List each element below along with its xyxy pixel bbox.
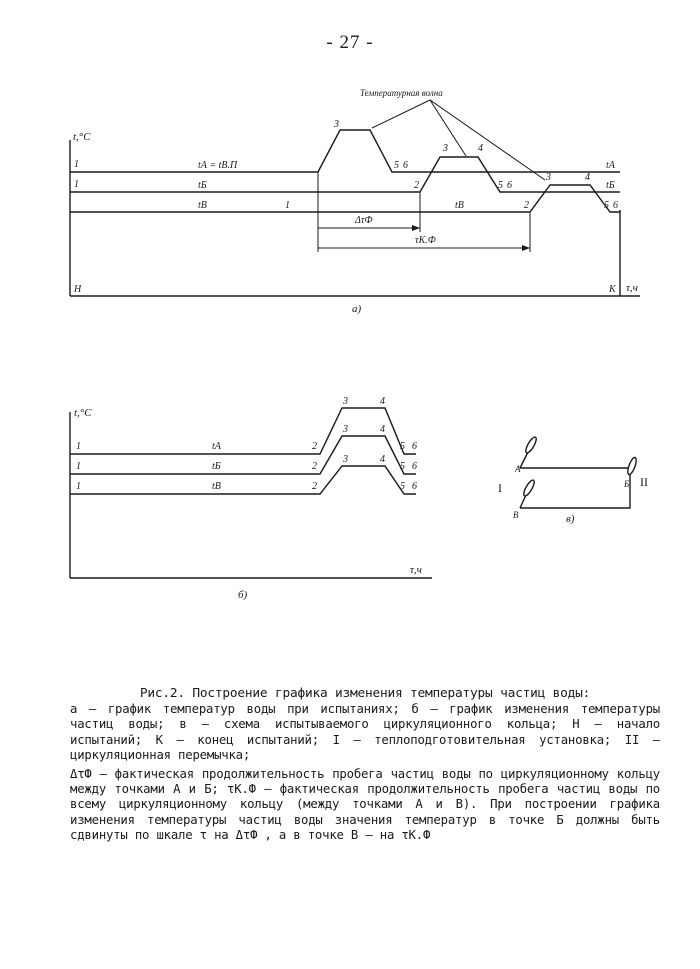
figure-c: [498, 436, 648, 525]
figure-a-point-2b: 2: [414, 180, 419, 191]
figure-a-point-5v: 5: [604, 200, 609, 211]
figure-b-point-5: 5: [400, 441, 405, 452]
figure-b-point-4: 4: [380, 424, 385, 435]
figure-a-end-label-b: tБ: [606, 180, 615, 191]
figure-a-point-5b: 5: [498, 180, 503, 191]
figure-b-line-a: [70, 408, 416, 454]
figure-b-point-5: 5: [400, 461, 405, 472]
figure-c-probe-b: [626, 457, 638, 476]
figure-a-point-3b: 3: [443, 143, 448, 154]
caption-body-2: ΔτФ – фактическая продолжительность пробега частиц воды по циркуляционному кольцу между точками А и Б; τК.Ф – фактическая продолжительность пробега частиц воды по всему циркуляционному кольцу (между точками А и В). При построении графика изменения температуры частиц воды значения температур в точке Б должны быть сдвинуты по шкале τ на ΔτФ , а в точке В – на τК.Ф: [70, 767, 660, 842]
figure-b-point-6: 6: [412, 481, 417, 492]
figure-c-side-2: II: [640, 475, 648, 489]
figure-b-point-1: 1: [76, 461, 81, 472]
figure-a-y-label: t,°C: [73, 131, 91, 143]
figure-c-sublabel: в): [566, 513, 575, 525]
figure-c-node-v: В: [513, 510, 519, 520]
figure-a-point-5a: 5: [394, 160, 399, 171]
figure-c-probe-v: [522, 479, 536, 498]
figure-a-line-label-v: tВ: [198, 200, 207, 211]
figure-c-loop: [520, 468, 630, 508]
figure-b-line-label-v: tВ: [212, 481, 221, 492]
figure-a-point-4v: 4: [585, 172, 590, 183]
figure-c-node-b: Б: [624, 479, 630, 489]
figure-a-end-marker: К: [609, 284, 616, 295]
caption-title: Рис.2. Построение графика изменения температуры частиц воды:: [139, 686, 591, 701]
figure-a-tauk-label: τК.Ф: [415, 235, 436, 246]
page-number: - 27 -: [326, 32, 374, 53]
figure-c-side-1: I: [498, 481, 502, 495]
figure-a-line-label-b: tБ: [198, 180, 207, 191]
figure-b-x-label: τ,ч: [410, 564, 422, 576]
figure-b-point-3: 3: [343, 424, 348, 435]
figure-a-point-1b: 1: [74, 179, 79, 190]
figure-a-end-label-a: tА: [606, 160, 615, 171]
figure-a-line-v: [70, 185, 620, 212]
figure-b-line-label-b: tБ: [212, 461, 221, 472]
figure-caption: [70, 686, 660, 843]
figure-a-line-label-v2: tВ: [455, 200, 464, 211]
figure-a-wave-pointer-2: [430, 100, 466, 156]
figure-a-point-1v: 1: [285, 200, 290, 211]
figure-b-point-6: 6: [412, 441, 417, 452]
figure-a-annotation: Температурная волна: [360, 88, 443, 98]
figure-b-point-1: 1: [76, 441, 81, 452]
figure-a-point-2v: 2: [524, 200, 529, 211]
figure-b-point-6: 6: [412, 461, 417, 472]
figure-b-point-4: 4: [380, 396, 385, 407]
figure-b-line-label-a: tА: [212, 441, 221, 452]
figure-a-line-a: [70, 130, 620, 172]
figure-a-start-marker: Н: [74, 284, 82, 295]
figure-c-node-a: А: [515, 464, 521, 474]
figure-b-point-3: 3: [343, 454, 348, 465]
figure-a-line-label-a: tА = tВ.П: [198, 160, 238, 171]
figure-b: [70, 396, 432, 601]
figure-b-point-2: 2: [312, 441, 317, 452]
figure-b-line-v: [70, 466, 416, 494]
figure-b-point-2: 2: [312, 461, 317, 472]
figure-a-sublabel: а): [352, 303, 362, 315]
figure-b-point-2: 2: [312, 481, 317, 492]
figure-a-point-1a: 1: [74, 159, 79, 170]
caption-body: а – график температур воды при испытаниях; б – график изменения температуры частиц воды; в – схема испытываемого циркуляционного кольца; Н – начало испытаний; К – конец испытаний; I – теплоподготовительная установка; II – циркуляционная перемычка;: [70, 702, 660, 762]
figure-a-point-6a: 6: [403, 160, 408, 171]
figure-b-point-1: 1: [76, 481, 81, 492]
figure-a-x-label: τ,ч: [626, 282, 638, 294]
figure-c-probe-a: [524, 436, 538, 455]
figure-a-delta-label: ΔτФ: [355, 215, 373, 226]
figure-a-point-6b: 6: [507, 180, 512, 191]
figure-b-sublabel: б): [238, 589, 248, 601]
figure-a-arrow: [522, 245, 530, 251]
figure-b-point-4: 4: [380, 454, 385, 465]
figure-b-y-label: t,°C: [74, 407, 92, 419]
figure-a-arrow: [412, 225, 420, 231]
figure-a-point-3a: 3: [334, 119, 339, 130]
figure-a-point-6v: 6: [613, 200, 618, 211]
figure-b-line-b: [70, 436, 416, 474]
figure-a-point-4b: 4: [478, 143, 483, 154]
figure-b-point-3: 3: [343, 396, 348, 407]
figure-b-point-5: 5: [400, 481, 405, 492]
figure-a-point-3v: 3: [546, 172, 551, 183]
